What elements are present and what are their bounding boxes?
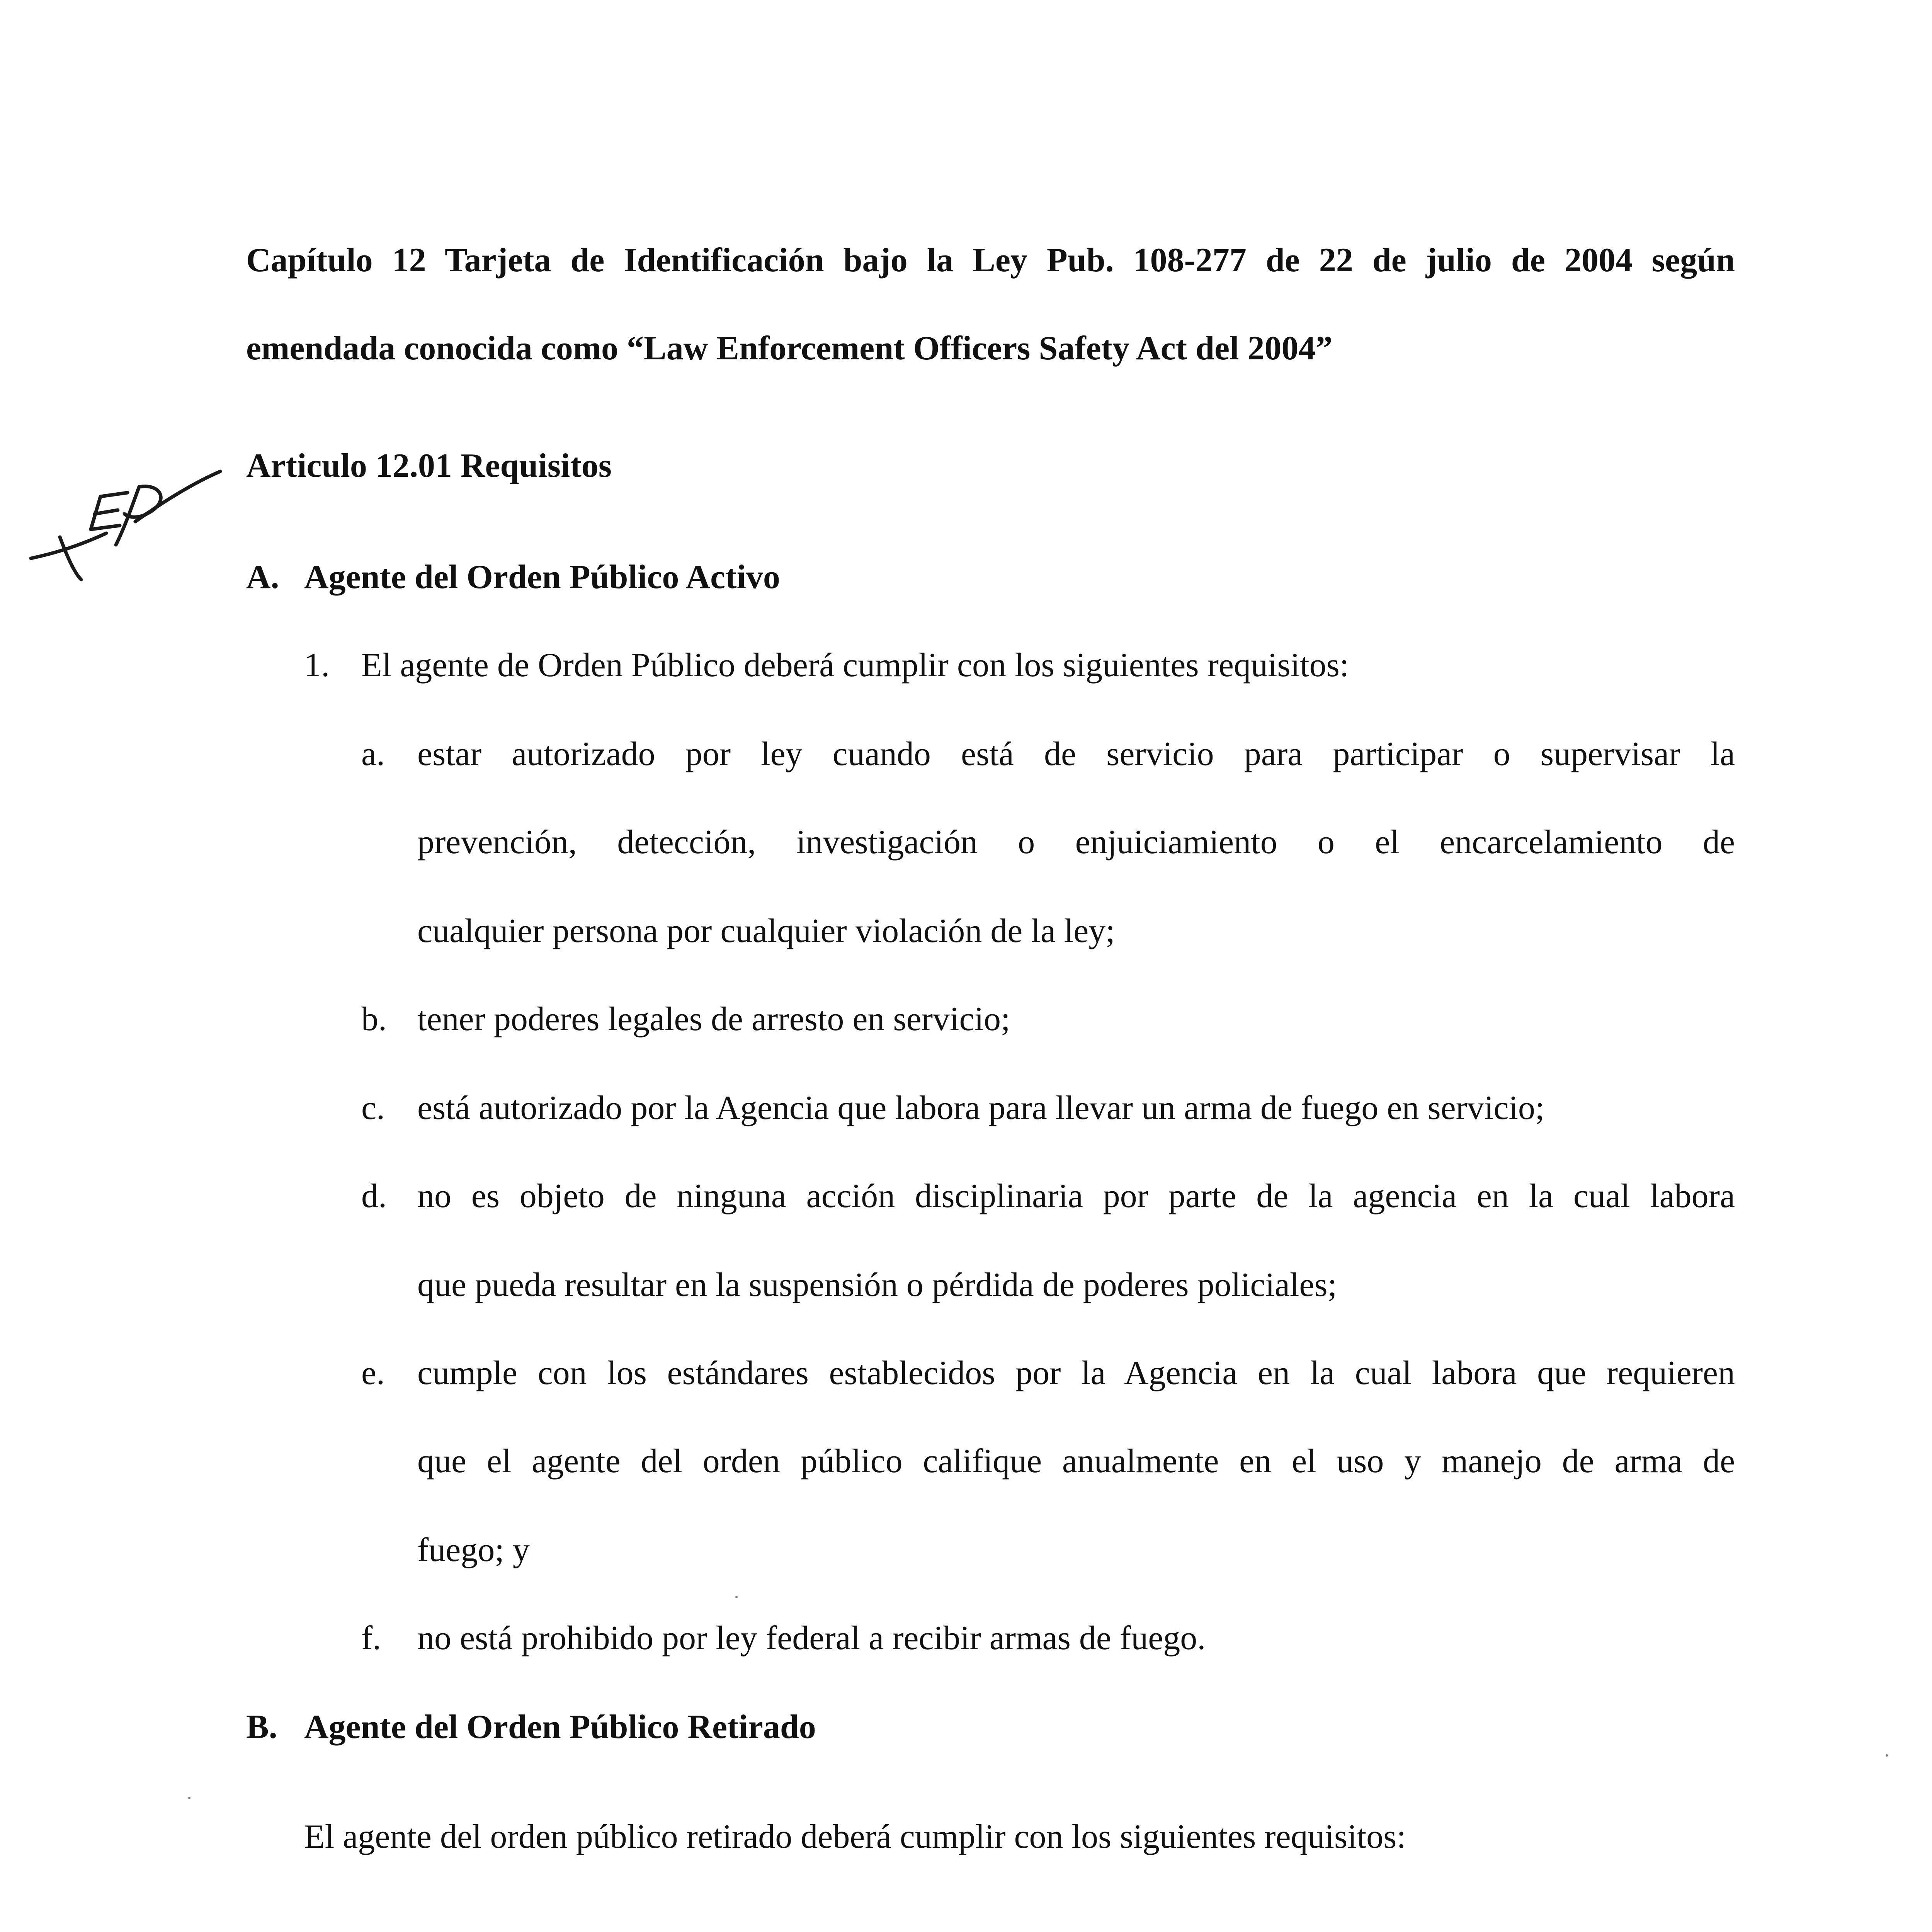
section-a-heading: Agente del Orden Público Activo <box>304 558 780 596</box>
scan-speck <box>735 1596 738 1598</box>
subitem-a-marker: a. <box>361 735 385 773</box>
subitem-e-line-3: fuego; y <box>417 1531 530 1569</box>
subitem-d-line-1: no es objeto de ninguna acción disciplinaria por parte de la agencia en la cual labora <box>417 1177 1735 1215</box>
section-a-item-1-marker: 1. <box>304 646 330 684</box>
subitem-a-line-2: prevención, detección, investigación o enjuiciamiento o el encarcelamiento de <box>417 823 1735 861</box>
chapter-title-line-1: Capítulo 12 Tarjeta de Identificación bajo la Ley Pub. 108-277 de 22 de julio de 2004 según <box>246 242 1735 279</box>
section-b-marker: B. <box>246 1708 277 1746</box>
subitem-e-marker: e. <box>361 1354 385 1392</box>
section-a-marker: A. <box>246 558 279 596</box>
subitem-c-marker: c. <box>361 1089 385 1127</box>
subitem-e-line-2: que el agente del orden público califique anualmente en el uso y manejo de arma de <box>417 1442 1735 1480</box>
section-a-item-1-text: El agente de Orden Público deberá cumplir con los siguientes requisitos: <box>361 646 1349 684</box>
section-b-intro: El agente del orden público retirado deberá cumplir con los siguientes requisitos: <box>304 1818 1406 1855</box>
subitem-a-line-1: estar autorizado por ley cuando está de servicio para participar o supervisar la <box>417 735 1735 773</box>
subitem-f-marker: f. <box>361 1619 381 1657</box>
subitem-d-line-2: que pueda resultar en la suspensión o pérdida de poderes policiales; <box>417 1266 1337 1304</box>
subitem-c-line-1: está autorizado por la Agencia que labora para llevar un arma de fuego en servicio; <box>417 1089 1545 1127</box>
subitem-b-marker: b. <box>361 1000 387 1038</box>
subitem-f-line-1: no está prohibido por ley federal a recibir armas de fuego. <box>417 1619 1206 1657</box>
subitem-b-line-1: tener poderes legales de arresto en servicio; <box>417 1000 1010 1038</box>
chapter-title-line-2: emendada conocida como “Law Enforcement Officers Safety Act del 2004” <box>246 330 1333 367</box>
subitem-a-line-3: cualquier persona por cualquier violación de la ley; <box>417 912 1115 950</box>
handwritten-initials-signature <box>23 456 224 583</box>
section-b-heading: Agente del Orden Público Retirado <box>304 1708 816 1746</box>
scan-speck <box>1886 1754 1888 1757</box>
subitem-e-line-1: cumple con los estándares establecidos por la Agencia en la cual labora que requieren <box>417 1354 1735 1392</box>
subitem-d-marker: d. <box>361 1177 387 1215</box>
article-title: Articulo 12.01 Requisitos <box>246 447 612 485</box>
scan-speck <box>188 1797 190 1799</box>
